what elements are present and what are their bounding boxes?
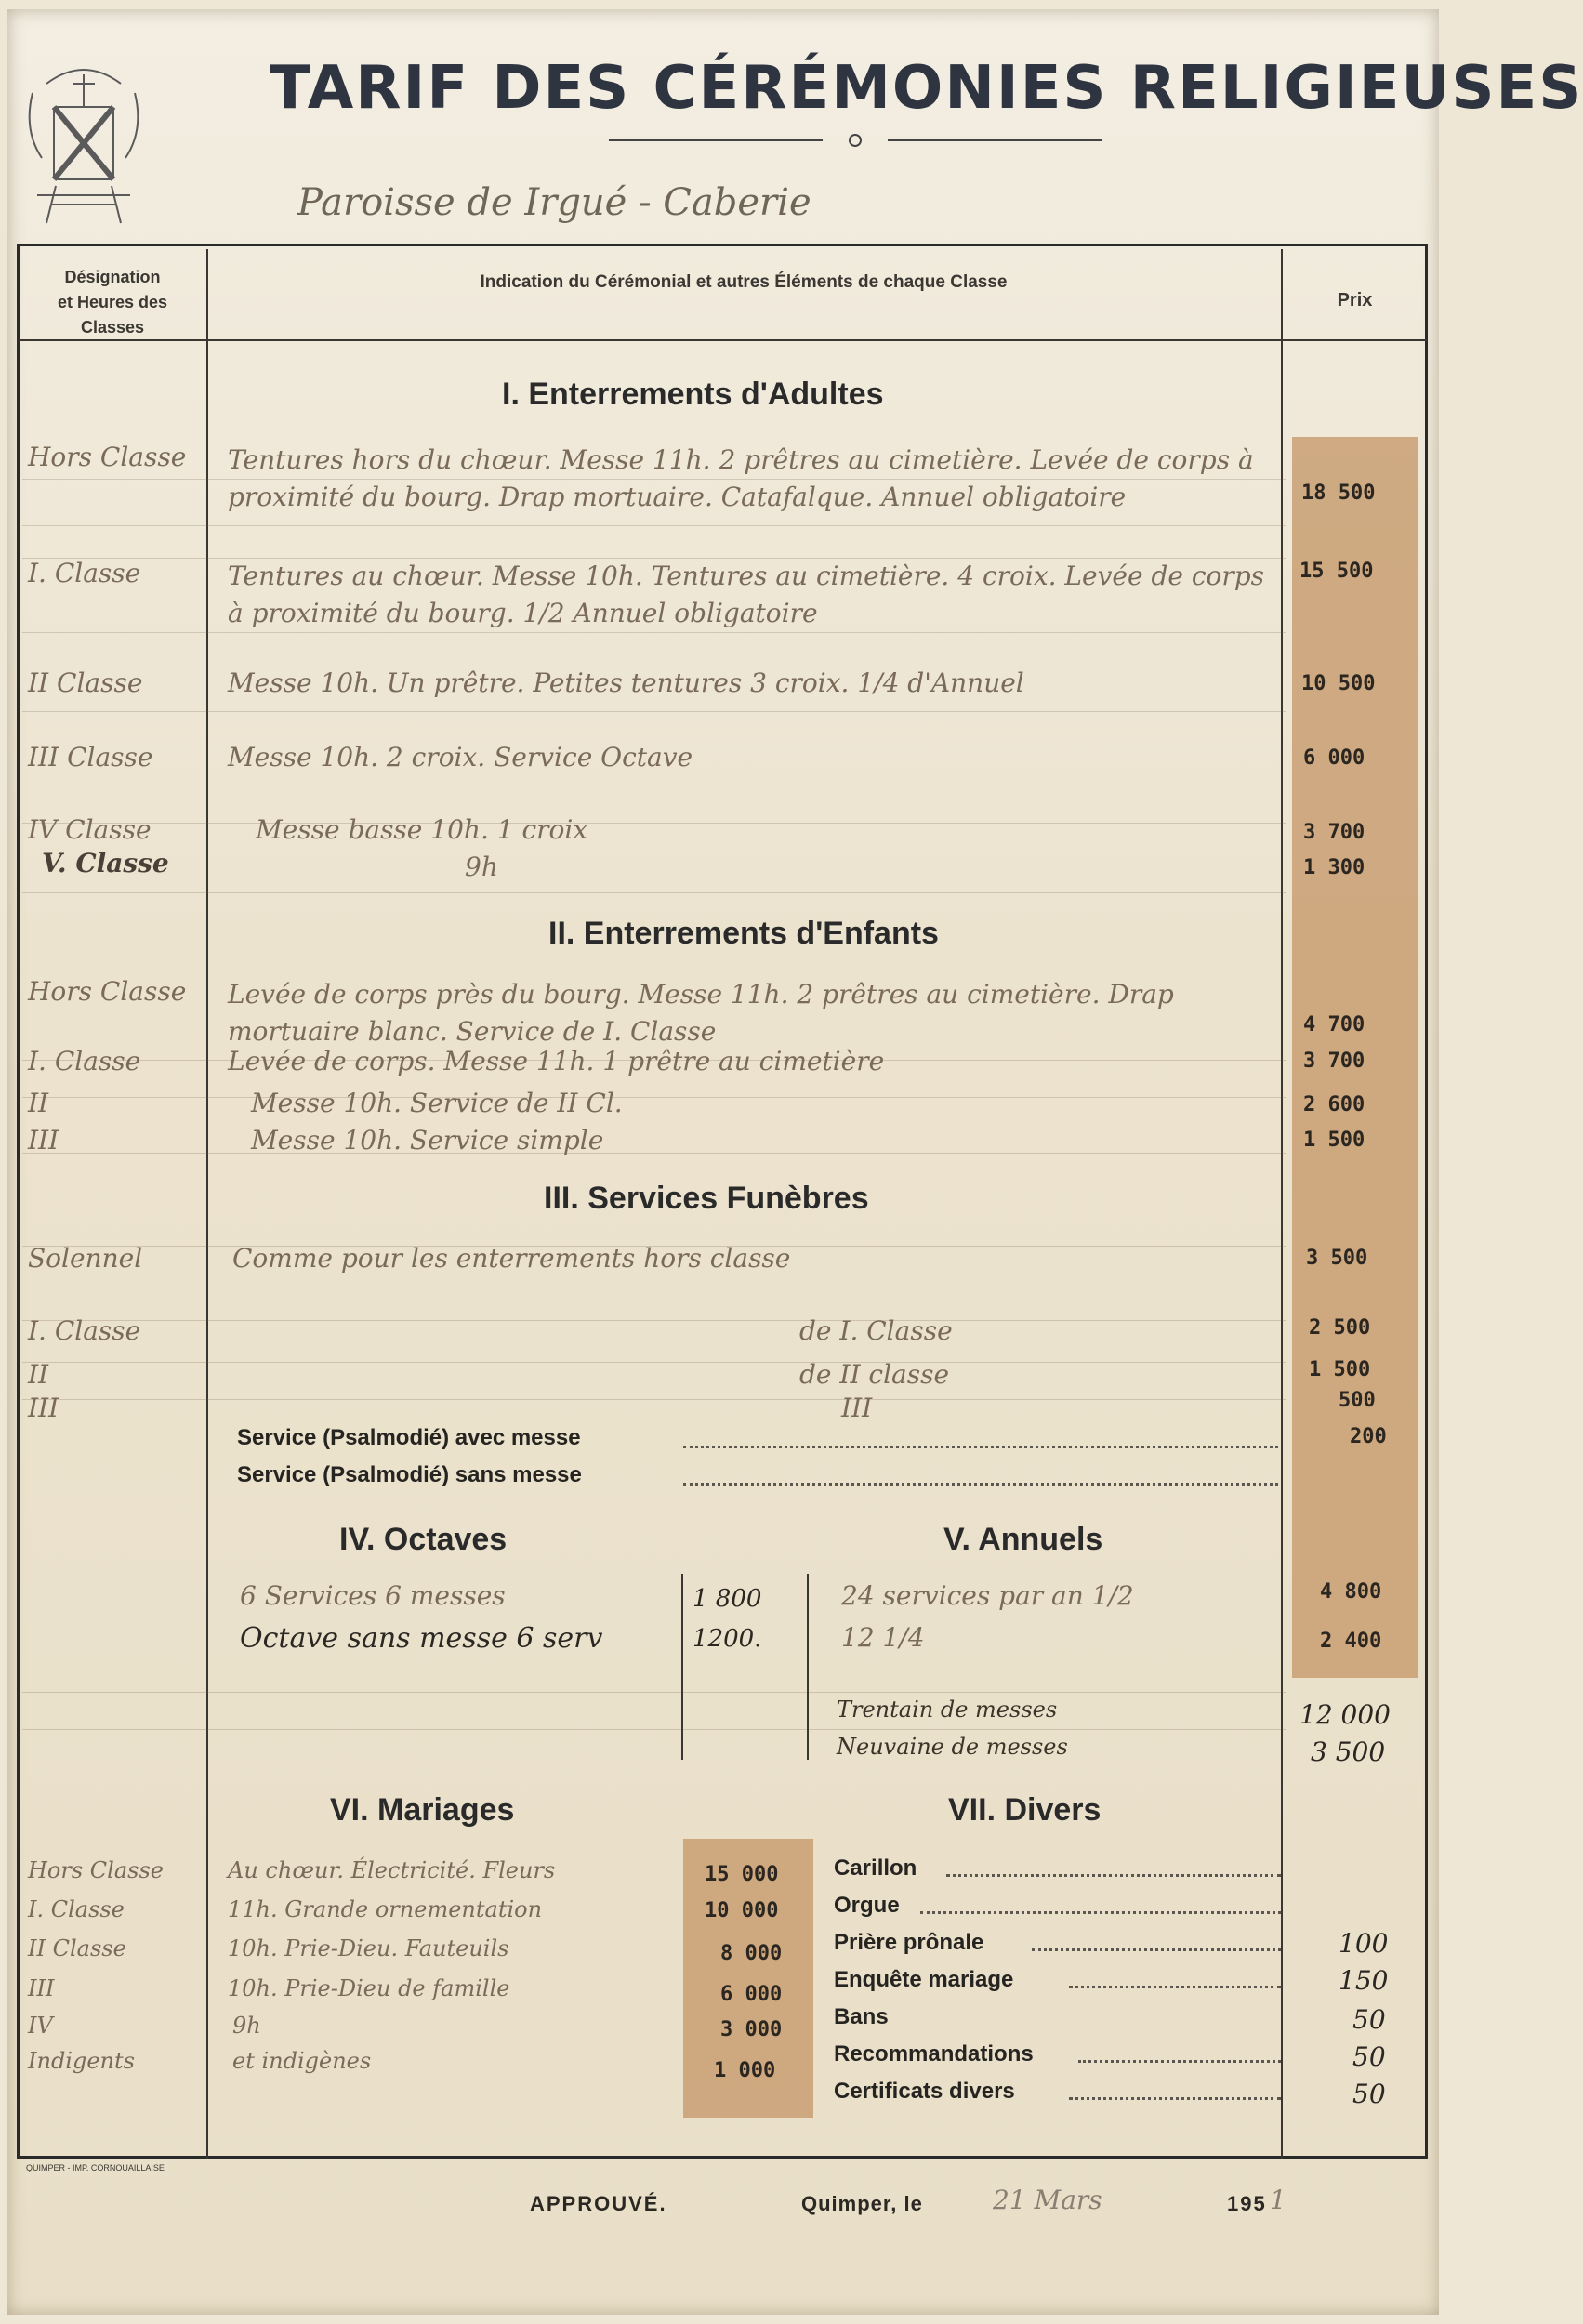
divers-item-price: 50 bbox=[1352, 2004, 1386, 2035]
annuel-desc: 24 services par an 1/2 bbox=[841, 1580, 1134, 1611]
psalmodie-avec-messe-label: Service (Psalmodié) avec messe bbox=[237, 1425, 581, 1450]
divers-item-price: 150 bbox=[1339, 1965, 1389, 1996]
mariage-desc: Au chœur. Électricité. Fleurs bbox=[228, 1857, 556, 1883]
approval-date-handwritten: 21 Mars bbox=[993, 2185, 1102, 2215]
adults-class-desc: Messe 10h. 2 croix. Service Octave bbox=[228, 742, 693, 772]
divers-item-label: Orgue bbox=[834, 1893, 900, 1918]
children-class-desc: Messe 10h. Service de II Cl. bbox=[251, 1088, 623, 1118]
adults-class-label: V. Classe bbox=[42, 848, 169, 878]
services-class-price: 500 bbox=[1339, 1389, 1376, 1412]
annuel-price: 12 000 bbox=[1299, 1699, 1391, 1730]
divers-item-price: 50 bbox=[1352, 2041, 1386, 2072]
annuel-price: 3 500 bbox=[1311, 1736, 1386, 1767]
mariage-class-label: III bbox=[28, 1975, 55, 2001]
prix-column-header: Prix bbox=[1337, 290, 1373, 310]
services-class-desc: de II classe bbox=[799, 1359, 950, 1390]
indication-column-header: Indication du Cérémonial et autres Éléments de chaque Classe bbox=[480, 272, 1008, 292]
mariage-class-label: IV bbox=[28, 2013, 53, 2039]
adults-class-price: 15 500 bbox=[1299, 560, 1374, 583]
section-services-title: III. Services Funèbres bbox=[544, 1181, 869, 1216]
annuel-price: 4 800 bbox=[1320, 1580, 1382, 1604]
services-class-label: Solennel bbox=[28, 1243, 143, 1274]
divers-item-label: Carillon bbox=[834, 1855, 917, 1881]
children-class-label: I. Classe bbox=[28, 1046, 141, 1076]
mariage-class-label: Hors Classe bbox=[28, 1857, 164, 1883]
mariage-class-label: Indigents bbox=[28, 2048, 135, 2074]
annuel-desc: Neuvaine de messes bbox=[837, 1734, 1068, 1760]
approuve-label: APPROUVÉ. bbox=[530, 2192, 667, 2215]
episcopal-crest-icon bbox=[19, 56, 149, 232]
services-class-desc: Comme pour les enterrements hors classe bbox=[232, 1243, 791, 1274]
mariage-price: 3 000 bbox=[720, 2018, 783, 2041]
mariage-price: 10 000 bbox=[705, 1899, 779, 1922]
children-class-label: III bbox=[28, 1125, 59, 1155]
services-class-desc: III bbox=[841, 1393, 873, 1423]
divers-item-price: 100 bbox=[1339, 1928, 1389, 1959]
services-class-label: II bbox=[28, 1359, 49, 1390]
mariage-price: 1 000 bbox=[714, 2059, 776, 2082]
annuel-desc: 12 1/4 bbox=[841, 1622, 925, 1653]
adults-class-price: 6 000 bbox=[1303, 746, 1365, 770]
year-suffix-handwritten: 1 bbox=[1270, 2185, 1286, 2215]
divers-item-label: Certificats divers bbox=[834, 2079, 1015, 2104]
services-class-label: III bbox=[28, 1393, 59, 1423]
adults-class-label: I. Classe bbox=[28, 558, 141, 588]
children-class-price: 1 500 bbox=[1303, 1129, 1365, 1152]
document-title: TARIF DES CÉRÉMONIES RELIGIEUSES bbox=[270, 54, 1583, 123]
divers-item-label: Enquête mariage bbox=[834, 1967, 1014, 1992]
services-class-price: 3 500 bbox=[1306, 1247, 1368, 1270]
mariage-price: 6 000 bbox=[720, 1983, 783, 2006]
parish-name: Paroisse de Irgué - Caberie bbox=[297, 181, 811, 224]
children-class-price: 2 600 bbox=[1303, 1093, 1365, 1116]
mariage-class-label: I. Classe bbox=[28, 1896, 125, 1922]
adults-class-label: II Classe bbox=[28, 667, 143, 698]
divers-item-label: Bans bbox=[834, 2004, 889, 2029]
adults-class-price: 1 300 bbox=[1303, 856, 1365, 879]
title-ornament bbox=[609, 130, 1102, 151]
adults-class-label: III Classe bbox=[28, 742, 153, 772]
adults-class-desc: Tentures hors du chœur. Messe 11h. 2 prêtres au cimetière. Levée de corps à proximité du bourg. Drap mortuaire. Catafalque. Annuel obligatoire bbox=[228, 444, 1254, 512]
annuel-price: 2 400 bbox=[1320, 1630, 1382, 1653]
children-class-desc: Levée de corps près du bourg. Messe 11h. 2 prêtres au cimetière. Drap mortuaire blanc. Service de I. Classe bbox=[228, 979, 1174, 1047]
services-class-price: 2 500 bbox=[1309, 1316, 1371, 1340]
adults-class-price: 10 500 bbox=[1301, 672, 1376, 695]
annuel-desc: Trentain de messes bbox=[837, 1697, 1058, 1723]
section-adults-title: I. Enterrements d'Adultes bbox=[502, 376, 884, 412]
psalmodie-avec-messe-price: 200 bbox=[1350, 1425, 1387, 1448]
octave-desc: 6 Services 6 messes bbox=[240, 1580, 506, 1611]
adults-class-desc: Messe basse 10h. 1 croix bbox=[256, 814, 588, 845]
adults-class-label: IV Classe bbox=[28, 814, 152, 845]
psalmodie-sans-messe-label: Service (Psalmodié) sans messe bbox=[237, 1462, 582, 1487]
mariage-desc: 10h. Prie-Dieu. Fauteuils bbox=[228, 1935, 509, 1961]
section-octaves-title: IV. Octaves bbox=[339, 1522, 508, 1557]
children-class-price: 3 700 bbox=[1303, 1050, 1365, 1073]
mariage-price: 15 000 bbox=[705, 1863, 779, 1886]
children-class-label: II bbox=[28, 1088, 49, 1118]
place-label: Quimper, le bbox=[801, 2192, 923, 2215]
octaves-annuels-divider bbox=[807, 1574, 809, 1760]
adults-class-price: 3 700 bbox=[1303, 821, 1365, 844]
printer-imprint: QUIMPER - IMP. CORNOUAILLAISE bbox=[26, 2163, 165, 2172]
year-prefix: 195 bbox=[1227, 2192, 1267, 2215]
designation-column-header: Désignation et Heures des Classes bbox=[57, 268, 168, 337]
mariage-desc: et indigènes bbox=[232, 2048, 372, 2074]
header-rule bbox=[19, 339, 1427, 341]
divers-item-price: 50 bbox=[1352, 2079, 1386, 2109]
divers-item-label: Prière prônale bbox=[834, 1930, 984, 1955]
section-children-title: II. Enterrements d'Enfants bbox=[548, 916, 939, 951]
adults-class-desc: 9h bbox=[465, 852, 498, 882]
mariage-desc: 10h. Prie-Dieu de famille bbox=[228, 1975, 510, 2001]
services-class-label: I. Classe bbox=[28, 1315, 141, 1346]
services-class-desc: de I. Classe bbox=[799, 1315, 953, 1346]
column-divider-1 bbox=[206, 249, 208, 2159]
mariage-desc: 9h bbox=[232, 2013, 261, 2039]
column-divider-2 bbox=[1281, 249, 1283, 2159]
mariage-price: 8 000 bbox=[720, 1942, 783, 1965]
children-class-price: 4 700 bbox=[1303, 1013, 1365, 1037]
adults-class-price: 18 500 bbox=[1301, 482, 1376, 505]
section-divers-title: VII. Divers bbox=[948, 1792, 1102, 1828]
section-mariages-title: VI. Mariages bbox=[330, 1792, 515, 1828]
octave-price: 1200. bbox=[693, 1625, 762, 1653]
section-annuels-title: V. Annuels bbox=[943, 1522, 1103, 1557]
adults-class-desc: Messe 10h. Un prêtre. Petites tentures 3 croix. 1/4 d'Annuel bbox=[228, 667, 1024, 698]
mariage-class-label: II Classe bbox=[28, 1935, 126, 1961]
octave-price: 1 800 bbox=[693, 1585, 762, 1613]
children-class-desc: Levée de corps. Messe 11h. 1 prêtre au cimetière bbox=[228, 1046, 885, 1076]
adults-class-label: Hors Classe bbox=[28, 442, 187, 472]
mariage-desc: 11h. Grande ornementation bbox=[228, 1896, 543, 1922]
octave-desc: Octave sans messe 6 serv bbox=[240, 1622, 603, 1655]
children-class-desc: Messe 10h. Service simple bbox=[251, 1125, 604, 1155]
adults-class-desc: Tentures au chœur. Messe 10h. Tentures au cimetière. 4 croix. Levée de corps à proximité du bourg. 1/2 Annuel obligatoire bbox=[228, 561, 1265, 628]
divers-item-label: Recommandations bbox=[834, 2041, 1034, 2067]
octaves-price-divider bbox=[681, 1574, 683, 1760]
children-class-label: Hors Classe bbox=[28, 976, 187, 1007]
services-class-price: 1 500 bbox=[1309, 1358, 1371, 1381]
